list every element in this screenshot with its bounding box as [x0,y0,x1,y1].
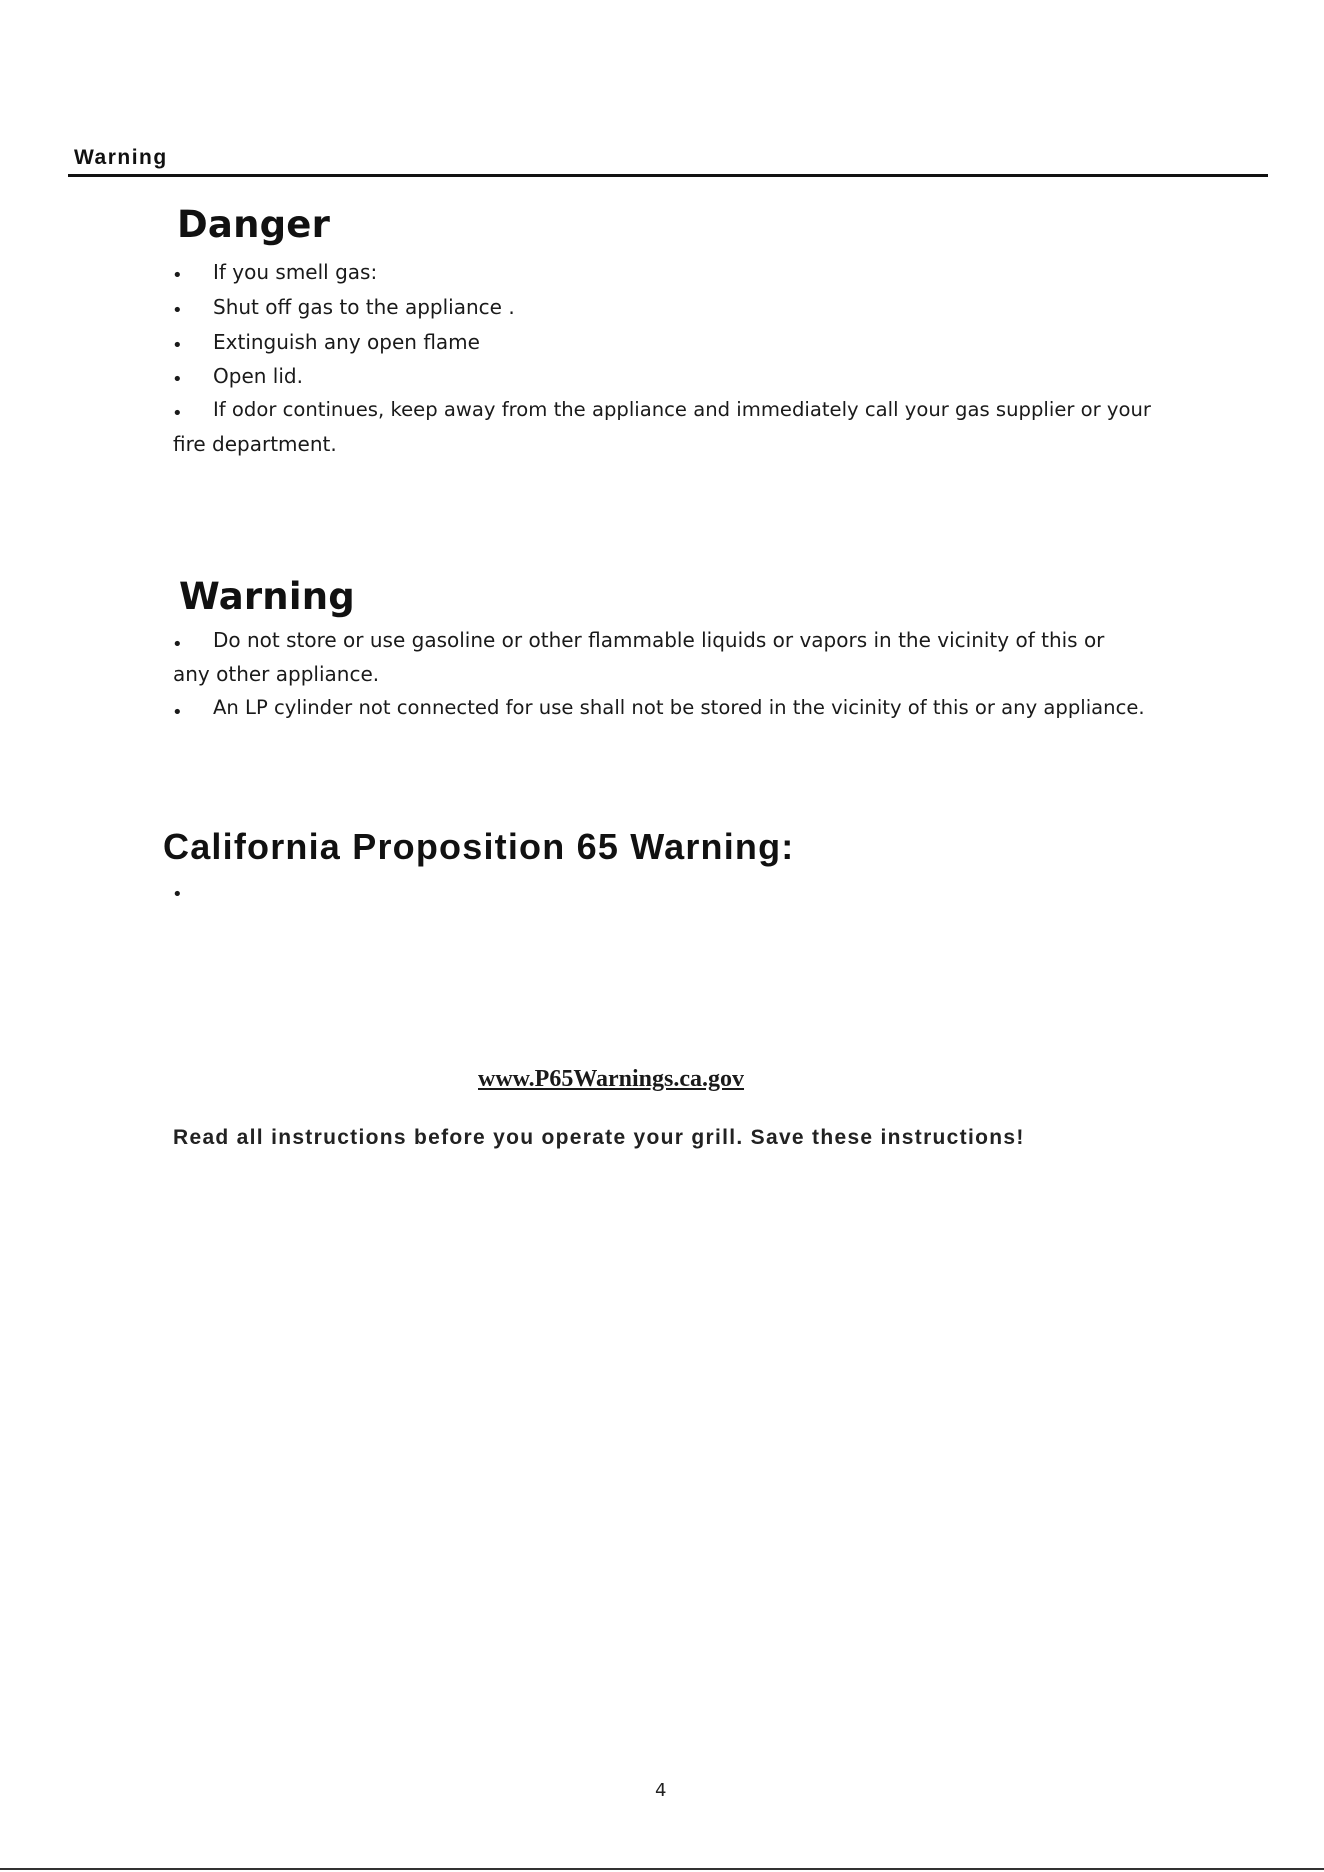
bullet-icon: • [172,300,183,321]
danger-item: If you smell gas: [213,260,378,284]
danger-item: Open lid. [213,364,303,388]
warning-item: An LP cylinder not connected for use shall not be stored in the vicinity of this or any appliance. [213,696,1145,719]
danger-item: If odor continues, keep away from the appliance and immediately call your gas supplier or your [213,398,1151,421]
page-number: 4 [655,1780,667,1801]
danger-heading: Danger [177,203,331,246]
bullet-icon: • [172,403,183,424]
bullet-icon: • [172,634,183,655]
bullet-icon: • [172,369,183,390]
bullet-icon: • [172,335,183,356]
prop65-heading: California Proposition 65 Warning: [163,826,795,867]
danger-item-continuation: fire department. [173,432,337,456]
danger-item: Extinguish any open flame [213,330,480,354]
p65-url-link[interactable]: www.P65Warnings.ca.gov [478,1066,745,1092]
warning-item-continuation: any other appliance. [173,662,380,686]
danger-item: Shut off gas to the appliance . [213,295,515,319]
bullet-icon: • [172,265,183,286]
warning-heading: Warning [179,575,355,618]
header-rule [68,174,1268,177]
warning-item: Do not store or use gasoline or other flammable liquids or vapors in the vicinity of this or [213,628,1105,652]
bullet-icon: • [172,884,183,905]
bullet-icon: • [172,702,183,723]
read-instructions-note: Read all instructions before you operate your grill. Save these instructions! [173,1126,1025,1149]
bottom-rule [0,1868,1324,1870]
header-label: Warning [74,146,168,169]
